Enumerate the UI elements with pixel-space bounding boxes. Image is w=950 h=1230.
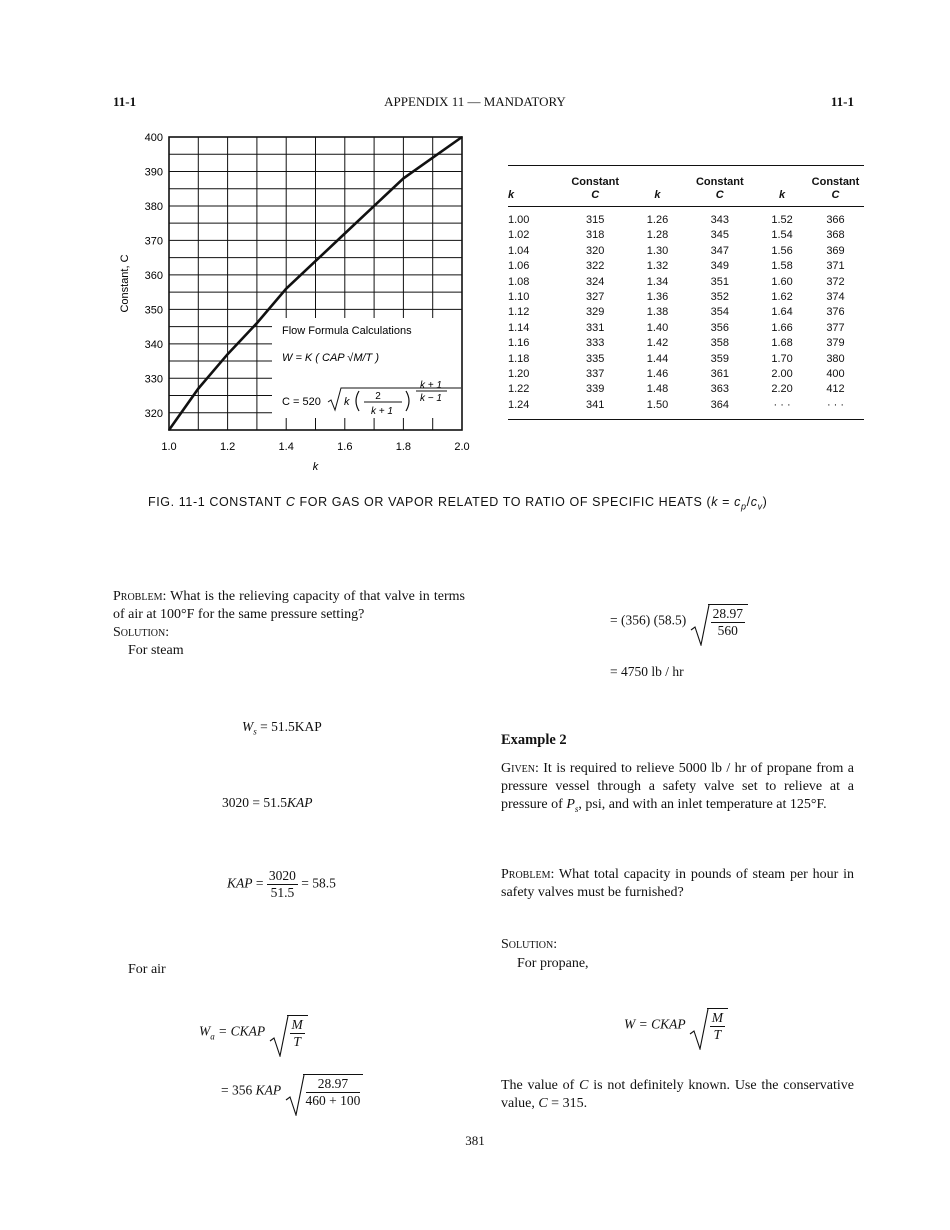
table-cell: 1.28 bbox=[646, 229, 669, 242]
eq3-lhs: KAP bbox=[227, 875, 253, 891]
table-body bbox=[508, 207, 864, 420]
table-cell: 1.24 bbox=[508, 398, 530, 411]
table-row bbox=[508, 352, 864, 367]
given-label: Given: bbox=[501, 761, 539, 776]
data-point bbox=[256, 322, 258, 324]
table-cell: 1.48 bbox=[646, 383, 669, 396]
table-header-row-top bbox=[508, 166, 864, 190]
final-c: C bbox=[579, 1078, 589, 1093]
table-row bbox=[508, 336, 864, 351]
table-cell: 1.56 bbox=[771, 244, 793, 257]
table-cell: 1.36 bbox=[646, 291, 669, 304]
table-header-top: Constant bbox=[571, 176, 620, 188]
final-eq: = 315. bbox=[547, 1096, 588, 1111]
equation-356-58 bbox=[610, 604, 748, 639]
table-row bbox=[508, 228, 864, 243]
table-header-bottom: C bbox=[807, 189, 864, 207]
caption-c: C bbox=[285, 495, 296, 509]
eq1-sub: s bbox=[253, 726, 257, 737]
table-cell: 1.30 bbox=[646, 244, 669, 257]
data-point bbox=[373, 205, 375, 207]
table-row bbox=[508, 398, 864, 420]
table-cell: 380 bbox=[826, 352, 845, 365]
eq5-pre: = 356 bbox=[221, 1082, 256, 1098]
data-point bbox=[285, 288, 287, 290]
table-cell: 1.54 bbox=[771, 229, 793, 242]
problem2-text: What total capacity in pounds of steam per hour in safety valves must be furnished? bbox=[501, 867, 854, 900]
eq8-radical bbox=[689, 1008, 728, 1043]
y-tick-label: 340 bbox=[144, 338, 163, 351]
final-c2: C bbox=[538, 1096, 548, 1111]
table-cell: 318 bbox=[586, 229, 605, 242]
final-b: is not definitely known. Use the conservative value, bbox=[501, 1078, 855, 1111]
table-cell: 347 bbox=[710, 244, 729, 257]
table-row bbox=[508, 321, 864, 336]
table-cell: 345 bbox=[710, 229, 729, 242]
eq1-rhs: = 51.5KAP bbox=[256, 719, 322, 734]
example-2-solution-label bbox=[501, 936, 557, 954]
table-cell: 1.16 bbox=[508, 337, 530, 350]
eq4-den: T bbox=[293, 1034, 301, 1049]
eq3-result: = 58.5 bbox=[297, 875, 336, 891]
table-cell: 351 bbox=[710, 275, 729, 288]
caption-k: k bbox=[711, 495, 719, 509]
table-cell: 1.14 bbox=[508, 321, 530, 334]
eq4-num: M bbox=[291, 1017, 303, 1032]
table-cell: 335 bbox=[586, 352, 605, 365]
data-point bbox=[403, 178, 405, 180]
figure-caption bbox=[148, 495, 767, 512]
table-cell: 331 bbox=[586, 321, 605, 334]
table-cell: 1.10 bbox=[508, 291, 530, 304]
table-cell: 1.70 bbox=[771, 352, 793, 365]
table-cell: 412 bbox=[826, 383, 845, 396]
left-problem bbox=[113, 588, 465, 624]
y-tick-label: 390 bbox=[144, 166, 163, 179]
annotation-title: Flow Formula Calculations bbox=[282, 325, 412, 337]
x-tick-label: 1.8 bbox=[395, 441, 412, 453]
header-left: 11-1 bbox=[113, 94, 137, 109]
table-cell: 1.26 bbox=[646, 214, 669, 226]
table-cell: 349 bbox=[710, 260, 729, 273]
table-cell: 1.50 bbox=[646, 398, 669, 411]
table-cell: 341 bbox=[586, 398, 605, 411]
table-row bbox=[508, 275, 864, 290]
for-propane: For propane, bbox=[517, 956, 589, 971]
caption-eq: = bbox=[718, 495, 735, 509]
y-tick-label: 350 bbox=[144, 304, 163, 317]
table-cell: 329 bbox=[586, 306, 605, 319]
table-header-top bbox=[633, 166, 683, 190]
sqrt-icon bbox=[285, 1074, 305, 1116]
problem2-label: Problem: bbox=[501, 867, 555, 882]
table-header-bottom: C bbox=[682, 189, 757, 207]
table-cell: 1.68 bbox=[771, 337, 793, 350]
table-header-bottom: k bbox=[508, 189, 558, 207]
table-cell: 371 bbox=[826, 260, 845, 273]
data-point bbox=[432, 157, 434, 159]
table-cell: 1.46 bbox=[646, 368, 669, 381]
example-2-problem bbox=[501, 866, 854, 902]
caption-v-sub: v bbox=[757, 501, 763, 512]
x-tick-label: 1.6 bbox=[337, 441, 353, 453]
table-cell: 1.60 bbox=[771, 275, 793, 288]
given-text-a: It is required to relieve 5000 lb / hr of propane from a pressure vessel through a safety valve set to relieve at a pressure of bbox=[501, 761, 854, 812]
caption-end: ) bbox=[762, 495, 768, 509]
table-cell: 315 bbox=[586, 214, 605, 226]
solution-label: Solution: bbox=[113, 625, 170, 640]
table-cell: 1.44 bbox=[646, 352, 669, 365]
eq1-w: W bbox=[242, 719, 254, 734]
equation-3020 bbox=[222, 795, 313, 811]
table-cell: 377 bbox=[826, 321, 845, 334]
annotation-k: k bbox=[344, 396, 350, 408]
y-tick-label: 400 bbox=[144, 132, 163, 144]
caption-middle: FOR GAS OR VAPOR RELATED TO RATIO OF SPECIFIC HEATS ( bbox=[295, 495, 712, 509]
annotation-exp-num: k + 1 bbox=[420, 380, 442, 391]
eq3-den: 51.5 bbox=[270, 885, 295, 900]
problem-label: Problem: bbox=[113, 589, 167, 604]
table-cell: 320 bbox=[586, 244, 605, 257]
table-cell: 356 bbox=[710, 321, 729, 334]
table-cell: 333 bbox=[586, 337, 605, 350]
table-row bbox=[508, 382, 864, 397]
equation-air-flow bbox=[199, 1015, 308, 1050]
eq8-lhs: W = CKAP bbox=[624, 1016, 686, 1032]
sqrt-icon bbox=[690, 604, 710, 646]
y-tick-label: 380 bbox=[144, 200, 163, 213]
data-point bbox=[344, 233, 346, 235]
eq6-num: 28.97 bbox=[712, 606, 743, 621]
header-center: APPENDIX 11 — MANDATORY bbox=[384, 94, 566, 109]
x-tick-label: 1.4 bbox=[278, 441, 294, 453]
final-a: The value of bbox=[501, 1078, 580, 1093]
table-row bbox=[508, 259, 864, 274]
y-tick-label: 370 bbox=[144, 235, 163, 248]
eq5-kap: KAP bbox=[255, 1082, 282, 1098]
eq6-radical bbox=[690, 604, 748, 639]
table-cell: 2.20 bbox=[771, 383, 793, 396]
table-cell: 1.62 bbox=[771, 291, 793, 304]
table-row bbox=[508, 244, 864, 259]
table-cell: 1.42 bbox=[646, 337, 669, 350]
table-cell: 327 bbox=[586, 291, 605, 304]
table-header-row-bottom bbox=[508, 189, 864, 207]
equation-steam-flow bbox=[242, 719, 322, 737]
eq3-num: 3020 bbox=[268, 868, 296, 883]
header-right: 11-1 bbox=[830, 94, 854, 109]
equation-result-4750: = 4750 lb / hr bbox=[610, 664, 684, 679]
caption-slash: / bbox=[746, 495, 751, 509]
given-p: P bbox=[566, 797, 575, 812]
table-cell: 358 bbox=[710, 337, 729, 350]
left-solution-label bbox=[113, 624, 169, 642]
table-cell: 369 bbox=[826, 244, 845, 257]
equation-kap bbox=[227, 868, 336, 901]
eq6-den: 560 bbox=[717, 623, 738, 638]
eq4-rhs: = CKAP bbox=[214, 1023, 266, 1039]
table-cell: 1.22 bbox=[508, 383, 530, 396]
eq8-num: M bbox=[711, 1010, 723, 1025]
table-cell: 1.20 bbox=[508, 368, 530, 381]
table-header-top bbox=[757, 166, 807, 190]
table-cell: 337 bbox=[586, 368, 605, 381]
table-cell: 354 bbox=[710, 306, 729, 319]
given-text-b: , psi, and with an inlet temperature at 125°F. bbox=[578, 797, 827, 812]
table-cell: 339 bbox=[586, 383, 605, 396]
example-2-given bbox=[501, 760, 854, 818]
table-cell: 363 bbox=[710, 383, 729, 396]
final-statement bbox=[501, 1077, 854, 1113]
table-cell: 372 bbox=[826, 275, 845, 288]
eq5-num: 28.97 bbox=[306, 1076, 361, 1093]
table-cell: 1.02 bbox=[508, 229, 530, 242]
eq2-text: 3020 = 51.5 bbox=[222, 795, 287, 810]
caption-cp: c bbox=[734, 495, 742, 509]
table-cell: 366 bbox=[826, 214, 845, 226]
table-cell: 364 bbox=[710, 398, 729, 411]
y-axis-label: Constant, C bbox=[119, 254, 131, 313]
sqrt-icon bbox=[689, 1008, 709, 1050]
eq5-radical bbox=[285, 1074, 364, 1109]
y-tick-label: 360 bbox=[144, 269, 163, 282]
table-cell: 1.52 bbox=[771, 214, 793, 226]
eq4-w: W bbox=[199, 1023, 211, 1039]
table-cell: 1.00 bbox=[508, 214, 530, 226]
table-cell: 1.18 bbox=[508, 352, 530, 365]
table-cell: 2.00 bbox=[771, 368, 793, 381]
table-row bbox=[508, 367, 864, 382]
eq3-fraction bbox=[267, 868, 298, 901]
example-2-title: Example 2 bbox=[501, 732, 567, 748]
table-cell: 1.38 bbox=[646, 306, 669, 319]
table-cell: 1.40 bbox=[646, 321, 669, 334]
x-tick-label: 2.0 bbox=[454, 441, 470, 453]
table-cell: 379 bbox=[826, 337, 845, 350]
table-cell: · · · bbox=[773, 398, 791, 411]
x-axis-label: k bbox=[312, 461, 319, 473]
eq2-kap: KAP bbox=[287, 795, 313, 810]
table-cell: 1.06 bbox=[508, 260, 530, 273]
eq5-den: 460 + 100 bbox=[305, 1093, 361, 1108]
for-steam: For steam bbox=[128, 643, 184, 658]
problem-text: What is the relieving capacity of that valve in terms of air at 100°F for the same pressure setting? bbox=[113, 589, 465, 622]
table-row bbox=[508, 305, 864, 320]
flow-constant-chart bbox=[110, 125, 490, 475]
table-cell: 343 bbox=[710, 214, 729, 226]
annotation-formula-w: W = K ( CAP √M/T ) bbox=[282, 352, 379, 364]
solution2-label: Solution: bbox=[501, 937, 558, 952]
table-cell: 374 bbox=[826, 291, 845, 304]
table-cell: 352 bbox=[710, 291, 729, 304]
data-point bbox=[315, 260, 317, 262]
eq4-sub: a bbox=[210, 1031, 215, 1042]
table-cell: 324 bbox=[586, 275, 605, 288]
annotation-kp1: k + 1 bbox=[371, 406, 393, 417]
table-row bbox=[508, 207, 864, 229]
table-row bbox=[508, 290, 864, 305]
x-tick-label: 1.0 bbox=[161, 441, 177, 453]
table-cell: 1.04 bbox=[508, 244, 530, 257]
caption-cv: c bbox=[750, 495, 758, 509]
x-tick-label: 1.2 bbox=[219, 441, 236, 453]
eq3-eq: = bbox=[252, 875, 267, 891]
table-cell: 400 bbox=[826, 368, 845, 381]
table-cell: 376 bbox=[826, 306, 845, 319]
table-cell: 1.58 bbox=[771, 260, 793, 273]
sqrt-icon bbox=[269, 1015, 289, 1057]
table-header-top bbox=[508, 166, 558, 190]
table-cell: 359 bbox=[710, 352, 729, 365]
table-header-top: Constant bbox=[695, 176, 744, 188]
annotation-exp-den: k − 1 bbox=[420, 393, 442, 404]
table-cell: 322 bbox=[586, 260, 605, 273]
caption-p-sub: p bbox=[741, 501, 747, 512]
table-header-bottom: C bbox=[558, 189, 633, 207]
table-cell: 1.34 bbox=[646, 275, 669, 288]
table-cell: 1.32 bbox=[646, 260, 669, 273]
for-air: For air bbox=[128, 962, 166, 977]
equation-air-356 bbox=[221, 1074, 363, 1109]
annotation-c-eq: C = 520 bbox=[282, 396, 321, 408]
eq4-radical bbox=[269, 1015, 308, 1050]
data-point bbox=[198, 388, 200, 390]
table-cell: 1.12 bbox=[508, 306, 530, 319]
data-point bbox=[227, 353, 229, 355]
y-tick-label: 330 bbox=[144, 373, 163, 386]
caption-prefix: FIG. 11-1 CONSTANT bbox=[148, 495, 286, 509]
page-number: 381 bbox=[465, 1133, 485, 1148]
chart-axis-labels bbox=[119, 132, 470, 473]
constant-c-table bbox=[508, 165, 864, 420]
equation-propane bbox=[624, 1008, 728, 1043]
y-tick-label: 320 bbox=[144, 407, 163, 420]
table-cell: 1.66 bbox=[771, 321, 793, 334]
table-cell: 1.64 bbox=[771, 306, 793, 319]
table-cell: 368 bbox=[826, 229, 845, 242]
table-header-top: Constant bbox=[811, 176, 860, 188]
given-s: s bbox=[574, 803, 579, 814]
table-header-bottom: k bbox=[757, 189, 807, 207]
eq8-den: T bbox=[713, 1027, 722, 1042]
eq6-pre: = (356) (58.5) bbox=[610, 612, 687, 628]
annotation-two: 2 bbox=[375, 391, 381, 402]
table-cell: 361 bbox=[710, 368, 729, 381]
table-header-bottom: k bbox=[633, 189, 683, 207]
table-cell: · · · bbox=[826, 398, 845, 411]
table-cell: 1.08 bbox=[508, 275, 530, 288]
